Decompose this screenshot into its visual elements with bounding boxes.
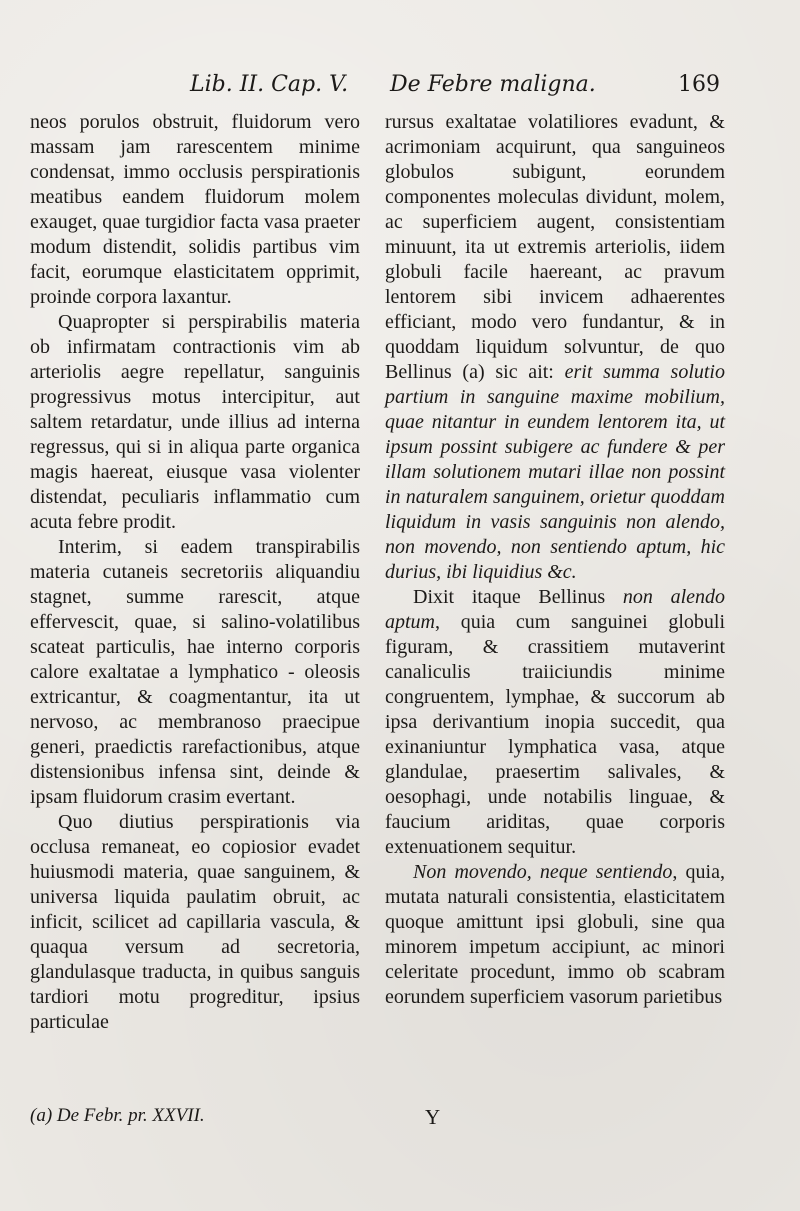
paragraph-text: , quia, mutata naturali consistentia, elasticitatem quoque amittunt ipsi globuli, sine qua minorem impetum accipiunt, ac minori celeritate procedunt, immo ob scabram eorundem superficiem vasorum parietibus <box>385 861 725 1008</box>
paragraph: neos porulos obstruit, fluidorum vero massam jam rarescentem minime condensat, immo occlusis perspirationis meatibus eandem fluidorum molem exauget, quae turgidior facta vasa praeter modum distendit, solidis partibus vim facit, eorumque elasticitatem opprimit, proinde corpora laxantur. <box>30 111 360 308</box>
paragraph: Interim, si eadem transpirabilis materia cutaneis secretoriis aliquandiu stagnet, summe rarescit, atque effervescit, quae, si salino-volatilibus scateat particulis, hae interno corporis calore exaltatae a lymphatico - oleosis extricantur, & coagmentantur, ita ut nervoso, ac membranoso praecipue generi, praedictis rarefactionibus, atque distensionibus infensa sint, deinde & ipsam fluidorum crasim evertant. <box>30 536 360 808</box>
paragraph <box>385 585 725 860</box>
header-title: De Febre maligna. <box>390 72 596 97</box>
paragraph <box>385 860 725 1010</box>
paragraph: Quo diutius perspirationis via occlusa remaneat, eo copiosior evadet huiusmodi materia, quae sanguinem, & universa liquida paulatim obruit, ac inficit, scilicet ad capillaria vascula, & quaqua versum ad secretoria, glandulasque traducta, in quibus sanguis tardiori motu progreditur, ipsius particulae <box>30 811 360 1033</box>
signature-mark: Y <box>425 1105 441 1129</box>
quoted-phrase: non alendo aptum <box>385 586 726 633</box>
left-column <box>30 110 360 1035</box>
page-number: 169 <box>678 72 720 97</box>
bellinus-quotation: erit summa solutio partium in sanguine maxime mobilium, quae nitantur in eundem lentorem ita, ut ipsum possint subigere ac fundere & per illam solutionem mutari illae non possint in naturalem sanguinem, orietur quoddam liquidum in vasis sanguinis non alendo, non movendo, non sentiendo aptum, hic durius, ibi liquidius &c. <box>385 361 725 583</box>
page-footer <box>30 1105 750 1135</box>
paragraph <box>385 110 725 585</box>
paragraph: Quapropter si perspirabilis materia ob infirmatam contractionis vim ab arteriolis aegre repellatur, sanguinis progressivus motus intercipitur, aut saltem retardatur, unde illius ad interna regressus, qui si in aliqua parte organica magis haereat, eiusque vasa violenter distendat, peculiaris inflammatio cum acuta febre prodit. <box>30 311 360 533</box>
paragraph-text: Dixit itaque Bellinus <box>413 586 623 608</box>
right-column <box>385 110 725 1010</box>
footnote: (a) De Febr. pr. XXVII. <box>30 1105 205 1126</box>
paragraph-text: rursus exaltatae volatiliores evadunt, & acrimoniam acquirunt, qua sanguineos globulos subigunt, eorundem componentes moleculas dividunt, molem, ac superficiem augent, consistentiam minuunt, ita ut extremis arteriolis, iidem globuli facile haereant, ac pravum lentorem sibi invicem adhaerentes efficiant, modo vero fundantur, & in quoddam liquidum solvuntur, de quo Bellinus (a) sic ait: <box>385 111 725 383</box>
quoted-phrase: Non movendo, neque sentiendo <box>413 861 673 883</box>
running-header <box>190 72 730 106</box>
paragraph-text: , quia cum sanguinei globuli figuram, & crassitiem mutaverint canaliculis traiiciundis minime congruentem, lymphae, & succorum ab ipsa derivantium inopia succedit, qua exinaniuntur lymphatica vasa, atque glandulae, praesertim salivales, & oesophagi, unde notabilis linguae, & faucium ariditas, quae corporis extenuationem sequitur. <box>385 611 725 858</box>
header-book-chapter: Lib. II. Cap. V. <box>190 72 349 97</box>
